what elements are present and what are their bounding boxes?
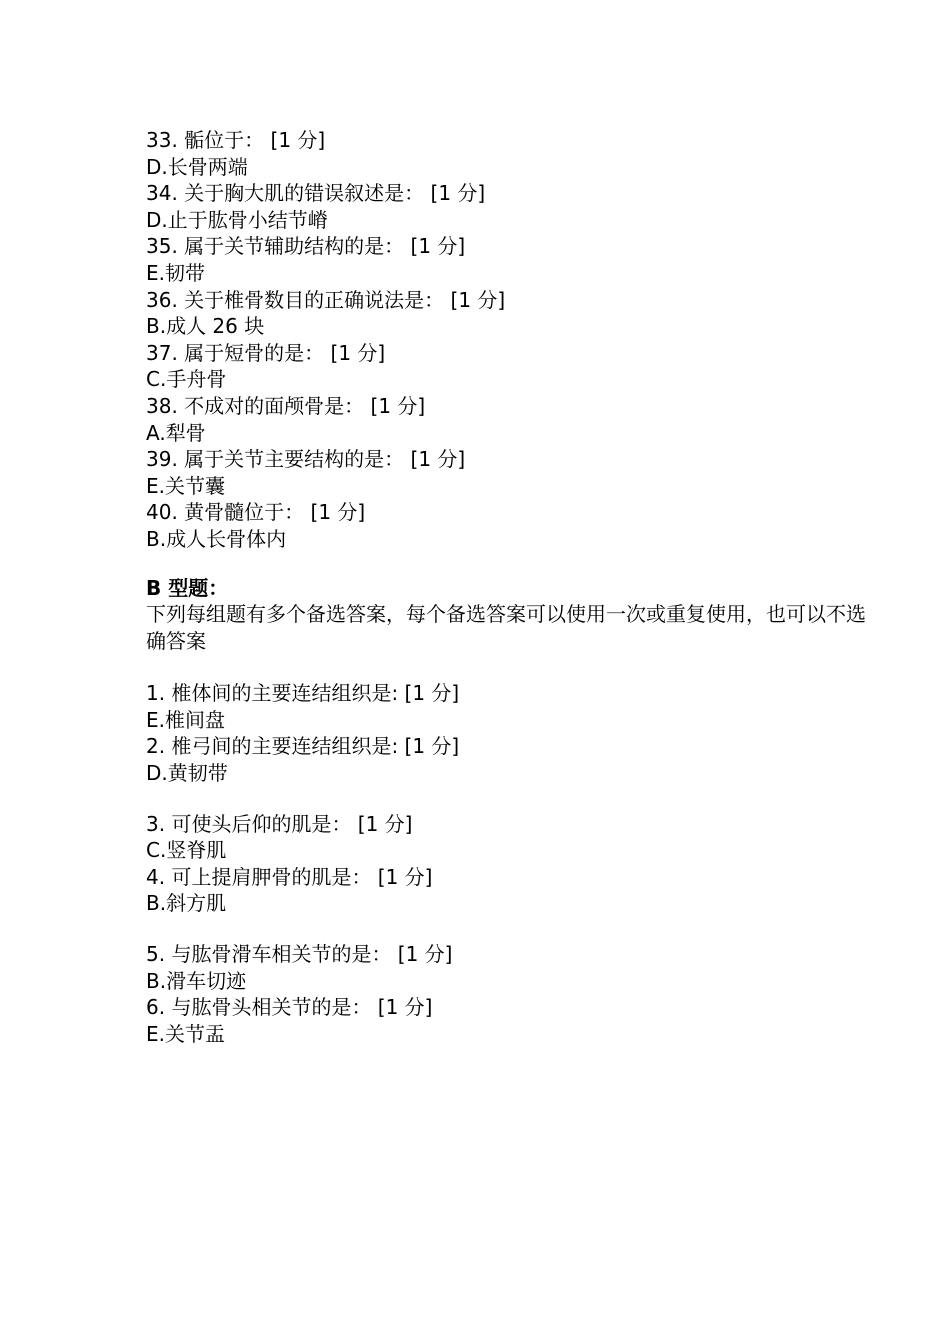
answer-37: C.手舟骨 xyxy=(146,367,227,392)
question-b2: 2. 椎弓间的主要连结组织是: [1 分] xyxy=(146,734,460,759)
spacer xyxy=(146,787,950,811)
answer-38: A.犁骨 xyxy=(146,420,206,445)
answer-35: E.韧带 xyxy=(146,260,205,285)
answer-36: B.成人 26 块 xyxy=(146,314,265,339)
question-37: 37. 属于短骨的是： [1 分] xyxy=(146,340,386,365)
answer-33: D.长骨两端 xyxy=(146,154,248,179)
answer-34: D.止于肱骨小结节嵴 xyxy=(146,207,328,232)
question-group-2 xyxy=(146,811,950,917)
question-34: 34. 关于胸大肌的错误叙述是： [1 分] xyxy=(146,181,486,206)
question-40: 40. 黄骨髓位于： [1 分] xyxy=(146,500,366,525)
answer-b4: B.斜方肌 xyxy=(146,891,227,916)
answer-b2: D.黄韧带 xyxy=(146,761,228,786)
answer-b1: E.椎间盘 xyxy=(146,707,225,732)
document-page xyxy=(146,127,950,1047)
question-group-3 xyxy=(146,941,950,1047)
section-b-intro-line-1: 下列每组题有多个备选答案，每个备选答案可以使用一次或重复使用，也可以不选 xyxy=(146,602,866,627)
spacer xyxy=(146,553,950,575)
question-b4: 4. 可上提肩胛骨的肌是： [1 分] xyxy=(146,864,433,889)
question-38: 38. 不成对的面颅骨是： [1 分] xyxy=(146,393,426,418)
question-group-1 xyxy=(146,680,950,786)
section-b-heading: B 型题： xyxy=(146,575,229,600)
question-b5: 5. 与肱骨滑车相关节的是： [1 分] xyxy=(146,942,453,967)
answer-b3: C.竖脊肌 xyxy=(146,838,227,863)
question-35: 35. 属于关节辅助结构的是： [1 分] xyxy=(146,234,466,259)
answer-b5: B.滑车切迹 xyxy=(146,968,247,993)
question-b1: 1. 椎体间的主要连结组织是: [1 分] xyxy=(146,681,460,706)
question-33: 33. 骺位于： [1 分] xyxy=(146,128,326,152)
question-39: 39. 属于关节主要结构的是： [1 分] xyxy=(146,447,466,472)
section-b xyxy=(146,575,950,1048)
section-b-intro-line-2: 确答案 xyxy=(146,628,206,653)
question-b6: 6. 与肱骨头相关节的是： [1 分] xyxy=(146,995,433,1020)
answer-b6: E.关节盂 xyxy=(146,1021,225,1046)
spacer xyxy=(146,654,950,680)
section-a xyxy=(146,127,950,553)
spacer xyxy=(146,917,950,941)
answer-40: B.成人长骨体内 xyxy=(146,526,287,551)
question-36: 36. 关于椎骨数目的正确说法是： [1 分] xyxy=(146,287,506,312)
answer-39: E.关节囊 xyxy=(146,473,225,498)
question-b3: 3. 可使头后仰的肌是： [1 分] xyxy=(146,811,413,836)
